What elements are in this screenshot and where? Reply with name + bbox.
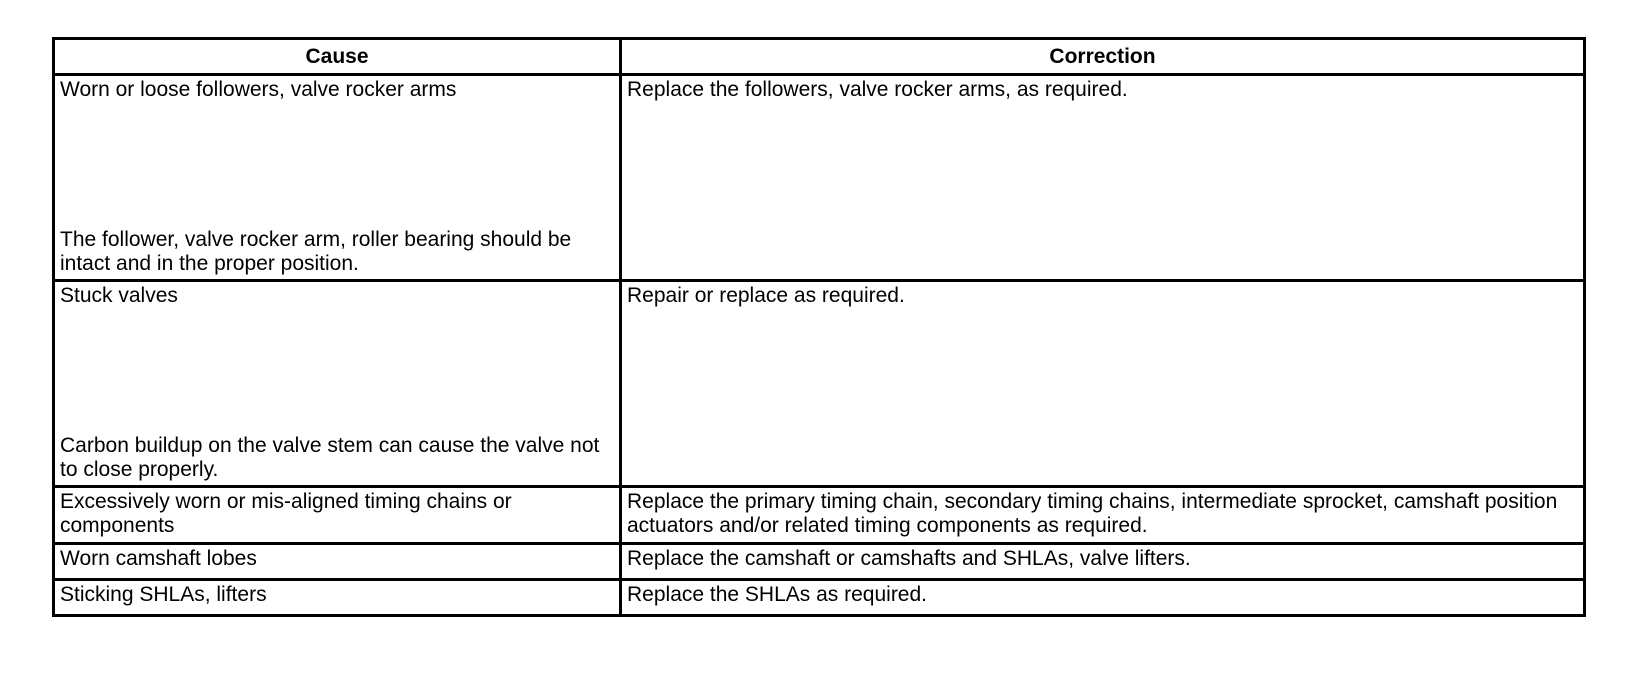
correction-cell: Repair or replace as required. (621, 281, 1585, 487)
cause-note: The follower, valve rocker arm, roller bearing should be intact and in the proper position. (60, 228, 572, 275)
correction-cell: Replace the SHLAs as required. (621, 580, 1585, 616)
diagnostic-table (52, 37, 1586, 617)
correction-cell: Replace the camshaft or camshafts and SHLAs, valve lifters. (621, 544, 1585, 580)
table-row (54, 487, 1585, 544)
table-row (54, 544, 1585, 580)
cause-cell: Worn camshaft lobes (54, 544, 621, 580)
column-header-cause: Cause (54, 39, 621, 75)
cause-note: Carbon buildup on the valve stem can cause the valve not to close properly. (60, 434, 600, 481)
table-row (54, 75, 1585, 281)
correction-cell: Replace the followers, valve rocker arms, as required. (621, 75, 1585, 281)
cause-text: Stuck valves (60, 284, 178, 307)
table-row (54, 580, 1585, 616)
cause-cell (54, 75, 621, 281)
cause-cell: Excessively worn or mis-aligned timing chains or components (54, 487, 621, 544)
table-header-row (54, 39, 1585, 75)
correction-cell: Replace the primary timing chain, secondary timing chains, intermediate sprocket, camshaft position actuators and/or related timing components as required. (621, 487, 1585, 544)
cause-cell (54, 281, 621, 487)
column-header-correction: Correction (621, 39, 1585, 75)
table-row (54, 281, 1585, 487)
cause-text: Worn or loose followers, valve rocker arms (60, 78, 457, 101)
cause-cell: Sticking SHLAs, lifters (54, 580, 621, 616)
